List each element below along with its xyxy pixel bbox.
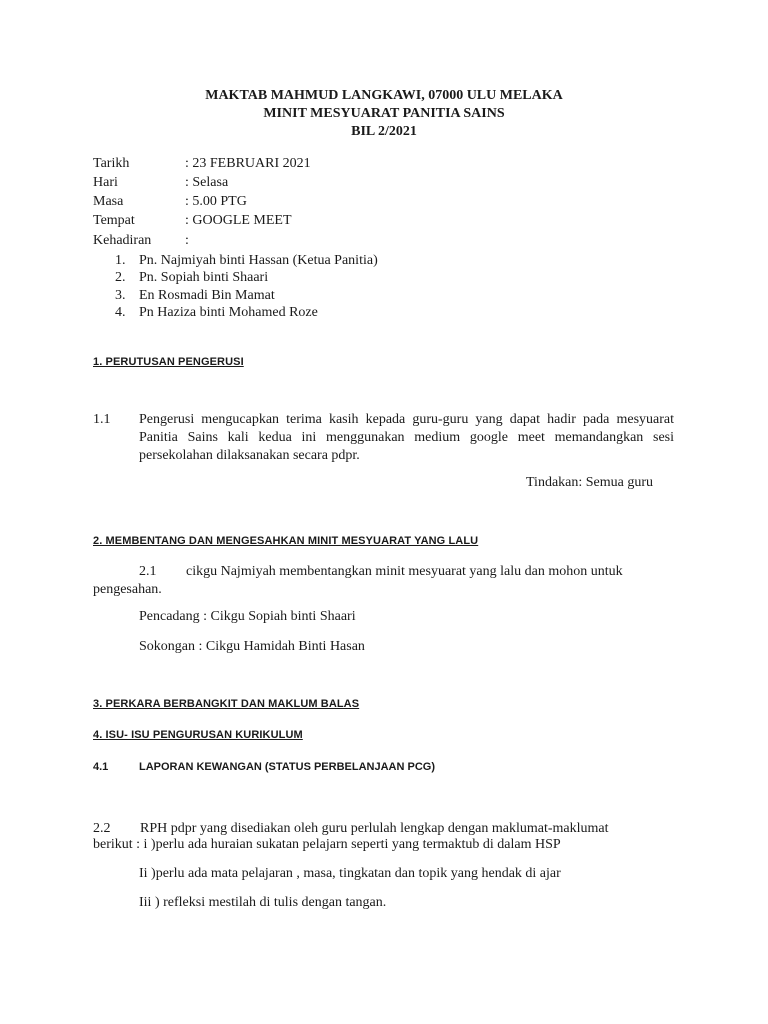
section-1-title: 1. PERUTUSAN PENGERUSI [93, 356, 244, 368]
tarikh-label: Tarikh [93, 156, 130, 171]
masa-value: : 5.00 PTG [185, 194, 247, 209]
tarikh-value: : 23 FEBRUARI 2021 [185, 156, 311, 171]
sub-4-1-title: LAPORAN KEWANGAN (STATUS PERBELANJAAN PCG) [139, 761, 435, 773]
item-2-1-line1: cikgu Najmiyah membentangkan minit mesyuarat yang lalu dan mohon untuk [186, 564, 623, 579]
attendee-name: Pn. Najmiyah binti Hassan (Ketua Panitia) [139, 253, 378, 268]
sub-4-1-number: 4.1 [93, 761, 109, 773]
item-2-2-point2: Ii )perlu ada mata pelajaran , masa, tingkatan dan topik yang hendak di ajar [139, 866, 561, 881]
item-2-1-number: 2.1 [139, 564, 157, 579]
section-2-title: 2. MEMBENTANG DAN MENGESAHKAN MINIT MESYUARAT YANG LALU [93, 535, 479, 547]
list-number: 4. [115, 304, 126, 320]
meeting-title: MINIT MESYUARAT PANITIA SAINS [263, 106, 505, 121]
item-2-2-line2: berikut : i )perlu ada huraian sukatan pelajarn seperti yang termaktub di dalam HSP [93, 837, 561, 852]
info-row-tempat [93, 211, 292, 230]
school-name: MAKTAB MAHMUD LANGKAWI, 07000 ULU MELAKA [205, 88, 563, 103]
section-3-title: 3. PERKARA BERBANGKIT DAN MAKLUM BALAS [93, 698, 360, 710]
info-row-masa [93, 192, 247, 211]
list-number: 2. [115, 270, 126, 286]
info-row-tarikh [93, 154, 311, 173]
masa-label: Masa [93, 194, 124, 209]
item-2-2-point3: Iii ) refleksi mestilah di tulis dengan tangan. [139, 895, 387, 910]
document-header [0, 87, 768, 141]
attendee-name: Pn Haziza binti Mohamed Roze [139, 304, 318, 320]
kehadiran-value: : [185, 233, 189, 248]
meeting-number: BIL 2/2021 [351, 124, 417, 139]
item-1-1-text: Pengerusi mengucapkan terima kasih kepada guru-guru yang dapat hadir pada mesyuarat Panitia Sains kali kedua ini menggunakan medium google meet memandangkan sesi persekolahan dilaksanakan secara pdpr. [139, 412, 674, 463]
attendee-name: Pn. Sopiah binti Shaari [139, 270, 269, 286]
attendee-list [115, 252, 378, 321]
sub-4-1-heading [93, 760, 435, 774]
tempat-label: Tempat [93, 213, 135, 228]
list-item [115, 269, 378, 286]
tindakan-text: Tindakan: Semua guru [526, 475, 654, 490]
list-item [115, 304, 378, 321]
kehadiran-label: Kehadiran [93, 233, 152, 248]
item-1-1-number: 1.1 [93, 412, 111, 427]
info-row-hari [93, 173, 228, 192]
list-item [115, 287, 378, 304]
tempat-value: : GOOGLE MEET [185, 213, 292, 228]
sokongan-text: Sokongan : Cikgu Hamidah Binti Hasan [139, 639, 365, 654]
section-4-title: 4. ISU- ISU PENGURUSAN KURIKULUM [93, 729, 303, 741]
hari-value: : Selasa [185, 175, 229, 190]
item-2-1-line2: pengesahan. [93, 582, 162, 597]
attendee-name: En Rosmadi Bin Mamat [139, 287, 275, 303]
list-item [115, 252, 378, 269]
pencadang-text: Pencadang : Cikgu Sopiah binti Shaari [139, 609, 356, 624]
hari-label: Hari [93, 175, 118, 190]
info-row-kehadiran [93, 231, 189, 250]
list-number: 3. [115, 287, 126, 303]
list-number: 1. [115, 253, 126, 268]
item-2-2-number: 2.2 [93, 821, 111, 836]
item-2-2-line1: RPH pdpr yang disediakan oleh guru perlulah lengkap dengan maklumat-maklumat [140, 821, 609, 836]
